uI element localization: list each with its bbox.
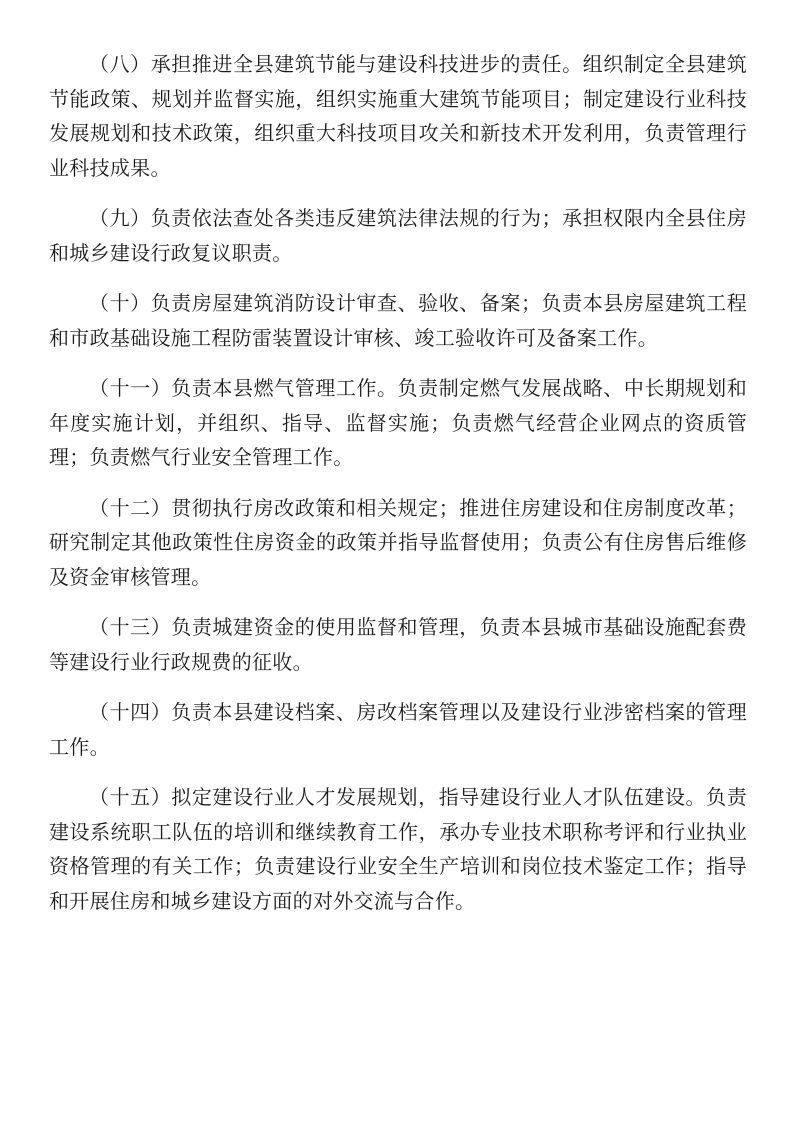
document-body <box>49 47 747 934</box>
paragraph-duty-10: （十）负责房屋建筑消防设计审查、验收、备案；负责本县房屋建筑工程和市政基础设施工程防雷装置设计审核、竣工验收许可及备案工作。 <box>49 291 747 350</box>
paragraph-duty-9: （九）负责依法查处各类违反建筑法律法规的行为；承担权限内全县住房和城乡建设行政复议职责。 <box>49 206 747 265</box>
paragraph-duty-8: （八）承担推进全县建筑节能与建设科技进步的责任。组织制定全县建筑节能政策、规划并监督实施，组织实施重大建筑节能项目；制定建设行业科技发展规划和技术政策，组织重大科技项目攻关和新技术开发利用，负责管理行业科技成果。 <box>49 52 747 180</box>
paragraph-duty-11: （十一）负责本县燃气管理工作。负责制定燃气发展战略、中长期规划和年度实施计划，并组织、指导、监督实施；负责燃气经营企业网点的资质管理；负责燃气行业安全管理工作。 <box>49 376 747 469</box>
paragraph-duty-15: （十五）拟定建设行业人才发展规划，指导建设行业人才队伍建设。负责建设系统职工队伍的培训和继续教育工作，承办专业技术职称考评和行业执业资格管理的有关工作；负责建设行业安全生产培训和岗位技术鉴定工作；指导和开展住房和城乡建设方面的对外交流与合作。 <box>49 785 747 913</box>
paragraph-duty-14: （十四）负责本县建设档案、房改档案管理以及建设行业涉密档案的管理工作。 <box>49 700 747 759</box>
paragraph-duty-12: （十二）贯彻执行房改政策和相关规定；推进住房建设和住房制度改革；研究制定其他政策性住房资金的政策并指导监督使用；负责公有住房售后维修及资金审核管理。 <box>49 495 747 589</box>
paragraph-duty-13: （十三）负责城建资金的使用监督和管理，负责本县城市基础设施配套费等建设行业行政规费的征收。 <box>49 615 747 674</box>
